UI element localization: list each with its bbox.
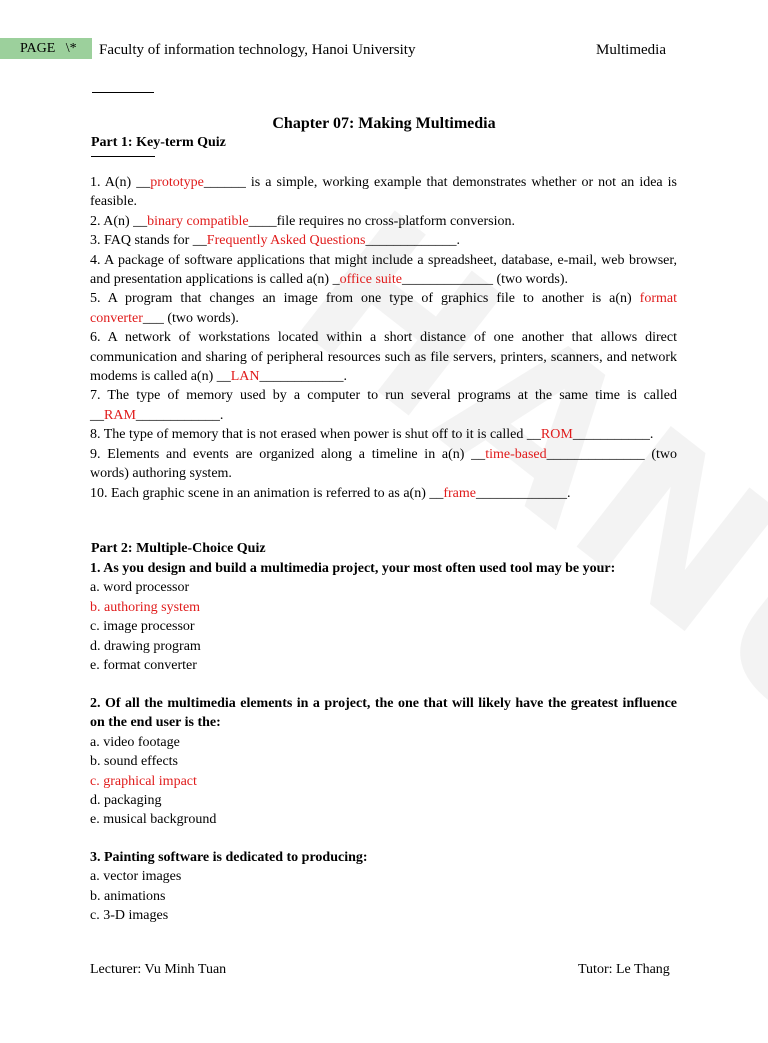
part1-heading: Part 1: Key-term Quiz <box>91 135 226 150</box>
option-a: a. word processor <box>90 580 190 596</box>
answer-text: LAN <box>230 369 260 385</box>
quiz-item-6: 6. A network of workstations located within a short distance of one another that allows direct communication and sharing of peripheral resources such as file servers, printers, scanners, and network modems is called a(n) __LAN____________. <box>90 330 677 385</box>
header-faculty: Faculty of information technology, Hanoi University <box>99 42 416 58</box>
option-c-correct: c. graphical impact <box>90 773 197 789</box>
quiz-item-9: 9. Elements and events are organized along a timeline in a(n) __time-based______________ (two words) authoring system. <box>90 446 677 482</box>
option-b: b. animations <box>90 888 166 904</box>
answer-text: time-based <box>485 446 547 462</box>
quiz-item-2: 2. A(n) __binary compatible____file requires no cross-platform conversion. <box>90 213 515 229</box>
option-a: a. vector images <box>90 869 182 885</box>
answer-text: ROM <box>540 427 573 443</box>
quiz-item-3: 3. FAQ stands for __Frequently Asked Questions_____________. <box>90 233 460 249</box>
quiz-item-10: 10. Each graphic scene in an animation is referred to as a(n) __frame_____________. <box>90 485 571 501</box>
option-b-correct: b. authoring system <box>90 599 201 615</box>
quiz-item-4: 4. A package of software applications that might include a spreadsheet, database, e-mail, web browser, and presentation applications is called a(n) _office suite_____________ (two words). <box>90 252 677 288</box>
answer-text: format converter <box>90 291 677 326</box>
page-field-tag: PAGE \* <box>0 38 92 59</box>
question-text: 2. Of all the multimedia elements in a project, the one that will likely have the greatest influence on the end user is the: <box>90 696 677 731</box>
answer-text: binary compatible <box>147 213 249 229</box>
option-b: b. sound effects <box>90 754 178 770</box>
key-term-quiz <box>90 173 677 503</box>
answer-text: office suite <box>339 272 402 288</box>
part2-heading: Part 2: Multiple-Choice Quiz <box>91 541 266 556</box>
header-course: Multimedia <box>596 42 666 58</box>
header-divider <box>92 92 154 93</box>
quiz-item-8: 8. The type of memory that is not erased when power is shut off to it is called __ROM___________. <box>90 427 654 443</box>
quiz-item-7: 7. The type of memory used by a computer to run several programs at the same time is called __RAM____________. <box>90 388 677 423</box>
chapter-title: Chapter 07: Making Multimedia <box>272 115 496 132</box>
option-e: e. format converter <box>90 658 197 674</box>
answer-text: prototype <box>150 175 204 190</box>
quiz-item-1: 1. A(n) __prototype______ is a simple, working example that demonstrates whether or not an idea is feasible. <box>90 175 677 210</box>
option-c: c. 3-D images <box>90 908 169 924</box>
option-e: e. musical background <box>90 812 217 828</box>
part1-heading-underline <box>91 156 155 157</box>
footer-lecturer: Lecturer: Vu Minh Tuan <box>90 962 227 977</box>
question-text: 3. Painting software is dedicated to producing: <box>90 850 368 865</box>
mcq-question-3 <box>90 848 677 926</box>
option-a: a. video footage <box>90 734 180 750</box>
option-d: d. packaging <box>90 793 162 809</box>
answer-text: frame <box>443 485 477 501</box>
mcq-question-1 <box>90 559 677 675</box>
answer-text: RAM <box>104 407 136 423</box>
answer-text: Frequently Asked Questions <box>206 233 366 249</box>
question-text: 1. As you design and build a multimedia project, your most often used tool may be your: <box>90 561 616 576</box>
footer-tutor: Tutor: Le Thang <box>578 962 670 977</box>
mcq-question-2 <box>90 694 677 830</box>
option-c: c. image processor <box>90 619 195 635</box>
quiz-item-5: 5. A program that changes an image from one type of graphics file to another is a(n) format converter___ (two words). <box>90 291 677 326</box>
option-d: d. drawing program <box>90 638 201 654</box>
